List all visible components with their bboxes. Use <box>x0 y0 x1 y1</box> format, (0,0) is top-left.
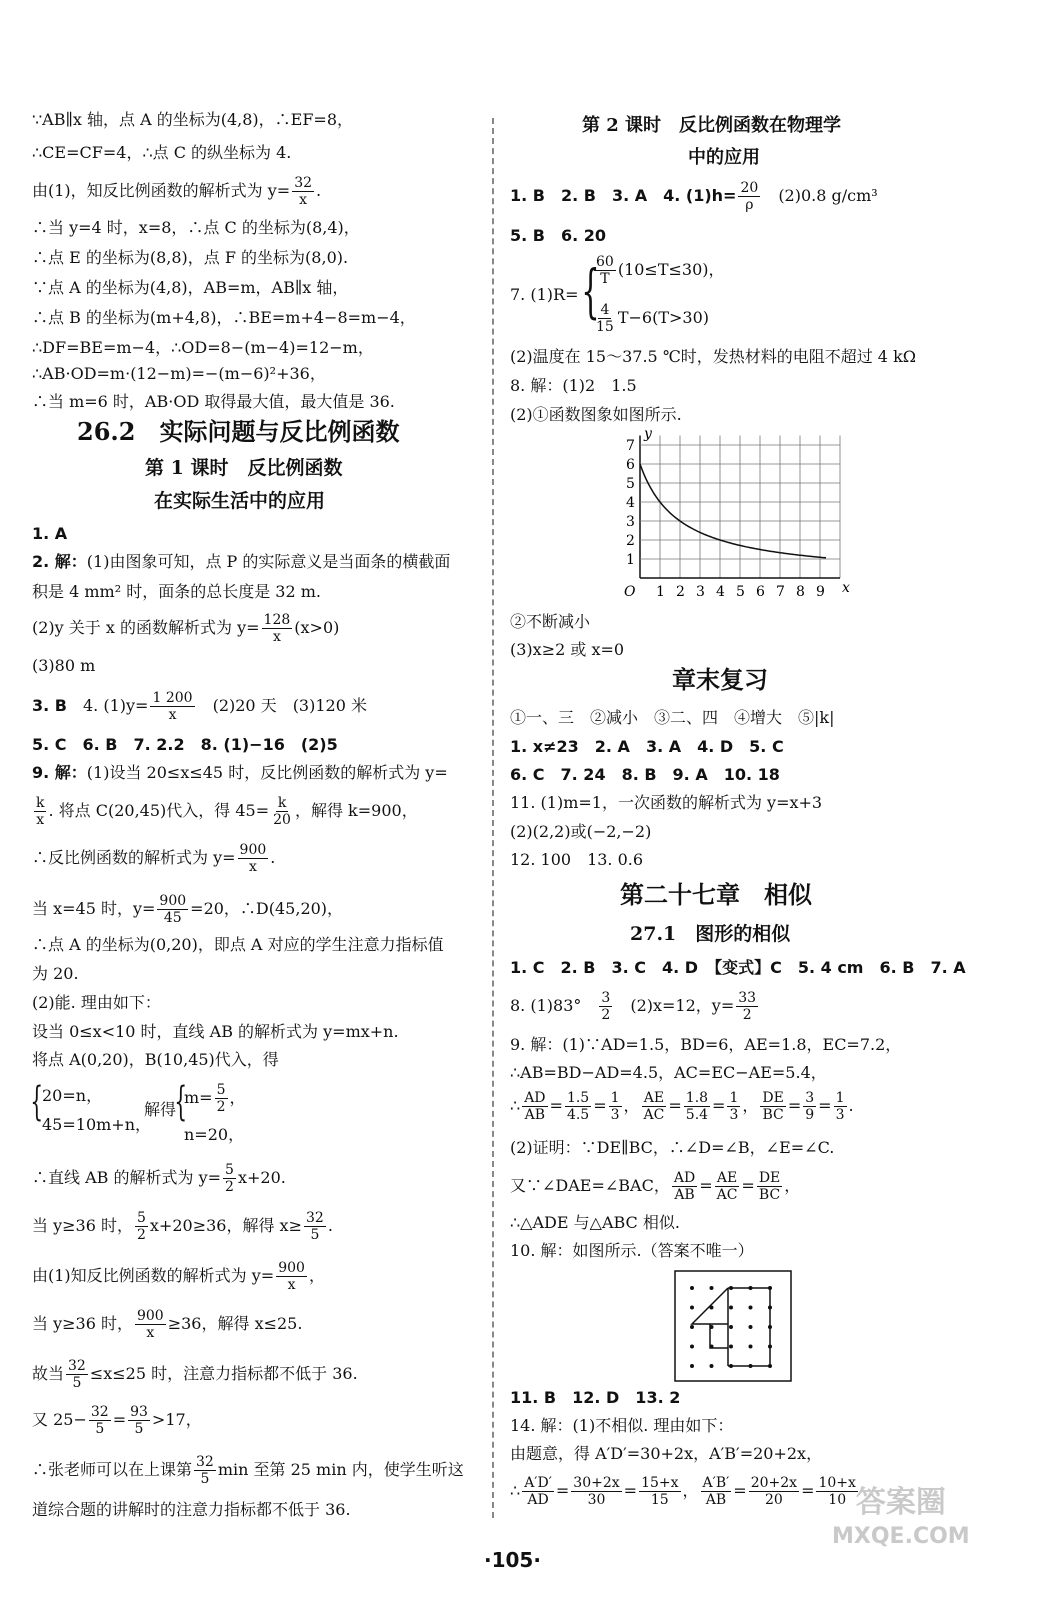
origin-label: O <box>624 584 636 600</box>
text-line: 当 y≥36 时， $\frac{5}{2}$ x+20≥36，解得 x≥ $\frac{32}{5}$ . <box>32 1210 333 1243</box>
answer-line: 1. x≠23 2. A 3. A 4. D 5. C <box>510 737 784 756</box>
y-tick-label: 1 <box>626 552 635 568</box>
text-line: m= $\frac{5}{2}$ ， <box>184 1082 246 1115</box>
x-tick-label: 7 <box>776 584 785 600</box>
text-line: 解得 <box>144 1100 177 1119</box>
text-line: 45=10m+n， <box>42 1115 152 1134</box>
brace: { <box>30 1079 44 1125</box>
text-line: (2)温度在 15～37.5 ℃时，发热材料的电阻不超过 4 kΩ <box>510 347 917 366</box>
grid-dot <box>710 1286 714 1290</box>
brace: { <box>581 257 600 325</box>
text-line: 9. 解：(1)设当 20≤x≤45 时，反比例函数的解析式为 y= <box>32 763 448 782</box>
text-line: (2)能. 理由如下： <box>32 993 161 1012</box>
fraction: $\frac{3}{9}$ <box>805 1090 815 1123</box>
fraction: $\frac{128}{x}$ <box>263 612 291 645</box>
lesson-title: 中的应用 <box>688 147 760 168</box>
x-tick-label: 2 <box>676 584 685 600</box>
text-line: ∴张老师可以在上课第 $\frac{32}{5}$ min 至第 25 min 内，使学生听这 <box>32 1454 464 1487</box>
text-line: ∴点 E 的坐标为(8,8)，点 F 的坐标为(8,0). <box>32 248 349 267</box>
answer-line: 5. C 6. B 7. 2.2 8. (1)−16 (2)5 <box>32 735 338 754</box>
fraction: $\frac{15+x}{15}$ <box>641 1475 679 1508</box>
text-line: (2)证明：∵DE∥BC，∴∠D=∠B，∠E=∠C. <box>510 1138 835 1157</box>
text-line: ∴CE=CF=4，∴点 C 的纵坐标为 4. <box>32 143 292 162</box>
fraction: $\frac{93}{5}$ <box>130 1404 148 1437</box>
grid-figure <box>674 1270 792 1382</box>
fraction: $\frac{5}{2}$ <box>216 1082 226 1115</box>
fraction: $\frac{33}{2}$ <box>738 990 757 1023</box>
text-line: ∴ $\frac{AD}{AB}$ = $\frac{1.5}{4.5}$ = $\frac{1}{3}$ ， $\frac{AE}{AC}$ = $\frac{1.8}{5.4}$ = $\frac{1}{3}$ ， $\frac{DE}{BC}$ = $\frac{3}{9}$ = $\frac{1}{3}$ . <box>510 1090 854 1123</box>
text-line: n=20， <box>184 1125 245 1144</box>
text-line: 积是 4 mm² 时，面条的总长度是 32 m. <box>32 582 321 601</box>
text-line: 7. (1)R= <box>510 285 579 304</box>
y-axis-label: y <box>644 428 652 442</box>
fraction: $\frac{32}{5}$ <box>305 1210 324 1243</box>
fraction: $\frac{1}{3}$ <box>835 1090 845 1123</box>
fraction: $\frac{20}{\rho}$ <box>740 180 759 213</box>
grid-dot <box>749 1306 753 1310</box>
text-line: 20=n， <box>42 1086 103 1105</box>
text-line: 设当 0≤x<10 时，直线 AB 的解析式为 y=mx+n. <box>32 1022 399 1041</box>
text-line: 由题意，得 A′D′=30+2x，A′B′=20+2x， <box>510 1444 823 1463</box>
y-tick-label: 7 <box>626 438 635 454</box>
x-axis-label: x <box>842 580 850 596</box>
text-line: $\frac{4}{15}$ T−6(T>30) <box>596 302 710 335</box>
text-line: ∵AB∥x 轴，点 A 的坐标为(4,8)，∴EF=8， <box>32 110 354 129</box>
text-line: 12. 100 13. 0.6 <box>510 850 644 869</box>
text-line: $\frac{60}{T}$ (10≤T≤30)， <box>596 254 725 287</box>
fraction: $\frac{AD}{AB}$ <box>673 1170 696 1203</box>
text-line: 将点 A(0,20)，B(10,45)代入，得 <box>32 1050 279 1069</box>
text-line: 为 20. <box>32 964 79 983</box>
y-tick-label: 4 <box>626 495 635 511</box>
text-line: ∴当 y=4 时，x=8，∴点 C 的坐标为(8,4)， <box>32 218 360 237</box>
grid-dot <box>690 1306 694 1310</box>
fraction: $\frac{5}{2}$ <box>225 1162 234 1195</box>
text-line: ①一、三 ②减小 ③二、四 ④增大 ⑤|k| <box>510 708 835 727</box>
fraction: $\frac{32}{x}$ <box>294 175 313 208</box>
fraction: $\frac{AD}{AB}$ <box>524 1090 546 1123</box>
text-line: (2)①函数图象如图所示. <box>510 405 682 424</box>
text-line: 8. 解：(1)2 1.5 <box>510 376 637 395</box>
text-line: ∴反比例函数的解析式为 y= $\frac{900}{x}$ . <box>32 842 276 875</box>
grid-dot <box>690 1286 694 1290</box>
x-tick-label: 5 <box>736 584 745 600</box>
text-line: 9. 解：(1)∵AD=1.5，BD=6，AE=1.8，EC=7.2， <box>510 1035 902 1054</box>
text-line: 由(1)知反比例函数的解析式为 y= $\frac{900}{x}$ ， <box>32 1260 325 1293</box>
text-line: ∴△ADE 与△ABC 相似. <box>510 1213 680 1232</box>
y-tick-label: 6 <box>626 457 635 473</box>
fraction: $\frac{3}{2}$ <box>601 990 611 1023</box>
section-title: 26.2 实际问题与反比例函数 <box>77 417 400 446</box>
fraction: $\frac{4}{15}$ <box>596 302 614 335</box>
fraction: $\frac{900}{x}$ <box>278 1260 305 1293</box>
text-line: ∴点 A 的坐标为(0,20)，即点 A 对应的学生注意力指标值 <box>32 935 444 954</box>
fraction: $\frac{k}{20}$ <box>273 795 291 828</box>
x-tick-label: 6 <box>756 584 765 600</box>
answer-line: 11. B 12. D 13. 2 <box>510 1388 681 1407</box>
text-line: ∴直线 AB 的解析式为 y= $\frac{5}{2}$ x+20. <box>32 1162 286 1195</box>
x-tick-label: 8 <box>796 584 805 600</box>
fraction: $\frac{32}{5}$ <box>90 1404 109 1437</box>
text-line: ∴当 m=6 时，AB·OD 取得最大值，最大值是 36. <box>32 392 395 411</box>
text-line: 故当 $\frac{32}{5}$ ≤x≤25 时，注意力指标都不低于 36. <box>32 1358 358 1391</box>
fraction: $\frac{DE}{BC}$ <box>758 1170 781 1203</box>
grid-dot <box>729 1325 733 1329</box>
fraction: $\frac{32}{5}$ <box>68 1358 86 1391</box>
y-tick-label: 3 <box>626 514 635 530</box>
text-line: 1. B 2. B 3. A 4. (1)h= $\frac{20}{\rho}$ (2)0.8 g/cm³ <box>510 180 878 213</box>
text-line: ∴AB=BD−AD=4.5，AC=EC−AE=5.4， <box>510 1063 827 1082</box>
x-tick-label: 3 <box>696 584 705 600</box>
grid-dot <box>749 1325 753 1329</box>
chapter-title: 第二十七章 相似 <box>620 880 812 909</box>
fraction: $\frac{k}{x}$ <box>36 795 45 828</box>
fraction: $\frac{AE}{AC}$ <box>643 1090 665 1123</box>
text-line: 当 x=45 时，y= $\frac{900}{45}$ =20，∴D(45,20)， <box>32 893 344 926</box>
grid-dot <box>729 1306 733 1310</box>
text-line: 10. 解：如图所示.（答案不唯一） <box>510 1241 754 1260</box>
text-line: (2)(2,2)或(−2,−2) <box>510 822 652 841</box>
text-line: 8. (1)83° $\frac{3}{2}$ (2)x=12，y= $\frac{33}{2}$ <box>510 990 757 1023</box>
grid-dot <box>690 1364 694 1368</box>
text-line: (3)80 m <box>32 656 96 675</box>
fraction: $\frac{DE}{BC}$ <box>762 1090 784 1123</box>
x-tick-label: 9 <box>816 584 825 600</box>
grid-dot <box>690 1325 694 1329</box>
lesson-title: 第 2 课时 反比例函数在物理学 <box>582 115 842 136</box>
column-divider <box>492 118 494 1518</box>
section-title: 27.1 图形的相似 <box>630 923 791 945</box>
text-line: 11. (1)m=1，一次函数的解析式为 y=x+3 <box>510 793 823 812</box>
fraction: $\frac{1}{3}$ <box>729 1090 739 1123</box>
text-line: 2. 解：(1)由图象可知，点 P 的实际意义是当面条的横截面 <box>32 552 451 571</box>
fraction: $\frac{900}{45}$ <box>159 893 187 926</box>
text-line: ∵点 A 的坐标为(4,8)，AB=m，AB∥x 轴， <box>32 278 349 297</box>
y-tick-label: 5 <box>626 476 635 492</box>
text-line: ∴ $\frac{A'D'}{AD}$ = $\frac{30+2x}{30}$ = $\frac{15+x}{15}$ ， $\frac{A'B'}{AB}$ = $\frac{20+2x}{20}$ = $\frac{10+x}{10}$ <box>510 1475 856 1508</box>
fraction: $\frac{1.8}{5.4}$ <box>685 1090 709 1123</box>
fraction: $\frac{A'D'}{AD}$ <box>524 1475 552 1508</box>
watermark-logo: 答案圈 MXQE.COM <box>832 1485 970 1549</box>
fraction: $\frac{20+2x}{20}$ <box>750 1475 798 1508</box>
page-number: ·105· <box>484 1548 541 1572</box>
fraction: $\frac{10+x}{10}$ <box>818 1475 856 1508</box>
fraction: $\frac{900}{x}$ <box>239 842 267 875</box>
answer-line: 1. C 2. B 3. C 4. D 【变式】C 5. 4 cm 6. B 7. A <box>510 958 966 977</box>
text-line: 14. 解：(1)不相似. 理由如下： <box>510 1416 734 1435</box>
text-line: (3)x≥2 或 x=0 <box>510 640 625 659</box>
x-tick-label: 1 <box>656 584 665 600</box>
text-line: (2)y 关于 x 的函数解析式为 y= $\frac{128}{x}$ (x>0) <box>32 612 340 645</box>
text-line: 当 y≥36 时， $\frac{900}{x}$ ≥36，解得 x≤25. <box>32 1308 303 1341</box>
lesson-title: 在实际生活中的应用 <box>154 490 326 512</box>
section-title: 章末复习 <box>672 665 768 694</box>
fraction: $\frac{60}{T}$ <box>596 254 614 287</box>
y-tick-label: 2 <box>626 533 635 549</box>
answer-line: 1. A <box>32 524 68 543</box>
text-line: 3. B 4. (1)y= $\frac{1 200}{x}$ (2)20 天 (3)120 米 <box>32 690 367 723</box>
answer-line: 5. B 6. 20 <box>510 226 607 245</box>
text-line: ②不断减小 <box>510 612 591 631</box>
grid-dot <box>690 1345 694 1349</box>
fraction: $\frac{32}{5}$ <box>196 1454 214 1487</box>
brace: { <box>174 1079 188 1125</box>
fraction: $\frac{5}{2}$ <box>136 1210 146 1243</box>
fraction: $\frac{1 200}{x}$ <box>152 690 193 723</box>
answer-line: 6. C 7. 24 8. B 9. A 10. 18 <box>510 765 780 784</box>
text-line: ∴AB·OD=m·(12−m)=−(m−6)²+36， <box>32 364 326 383</box>
x-tick-label: 4 <box>716 584 725 600</box>
fraction: $\frac{900}{x}$ <box>136 1308 164 1341</box>
text-line: ∴DF=BE=m−4，∴OD=8−(m−4)=12−m， <box>32 338 374 357</box>
grid-dot <box>710 1364 714 1368</box>
text-line: 又∵∠DAE=∠BAC， $\frac{AD}{AB}$ = $\frac{AE}{AC}$ = $\frac{DE}{BC}$ ， <box>510 1170 801 1203</box>
fraction: $\frac{A'B'}{AB}$ <box>702 1475 730 1508</box>
fraction: $\frac{AE}{AC}$ <box>716 1170 738 1203</box>
grid-dot <box>729 1345 733 1349</box>
fraction: $\frac{30+2x}{30}$ <box>573 1475 620 1508</box>
fraction: $\frac{1.5}{4.5}$ <box>566 1090 590 1123</box>
text-line: $\frac{k}{x}$ . 将点 C(20,45)代入，得 45= $\frac{k}{20}$ ，解得 k=900， <box>36 795 418 828</box>
lesson-title: 第 1 课时 反比例函数 <box>145 457 343 479</box>
text-line: 由(1)，知反比例函数的解析式为 y= $\frac{32}{x}$ . <box>32 175 322 208</box>
text-line: ∴点 B 的坐标为(m+4,8)，∴BE=m+4−8=m−4， <box>32 308 416 327</box>
fraction: $\frac{1}{3}$ <box>610 1090 620 1123</box>
text-line: 道综合题的讲解时的注意力指标都不低于 36. <box>32 1500 351 1519</box>
text-line: 又 25− $\frac{32}{5}$ = $\frac{93}{5}$ >17， <box>32 1404 202 1437</box>
graph-curve <box>640 464 826 558</box>
function-graph <box>618 428 858 608</box>
grid-dot <box>749 1345 753 1349</box>
